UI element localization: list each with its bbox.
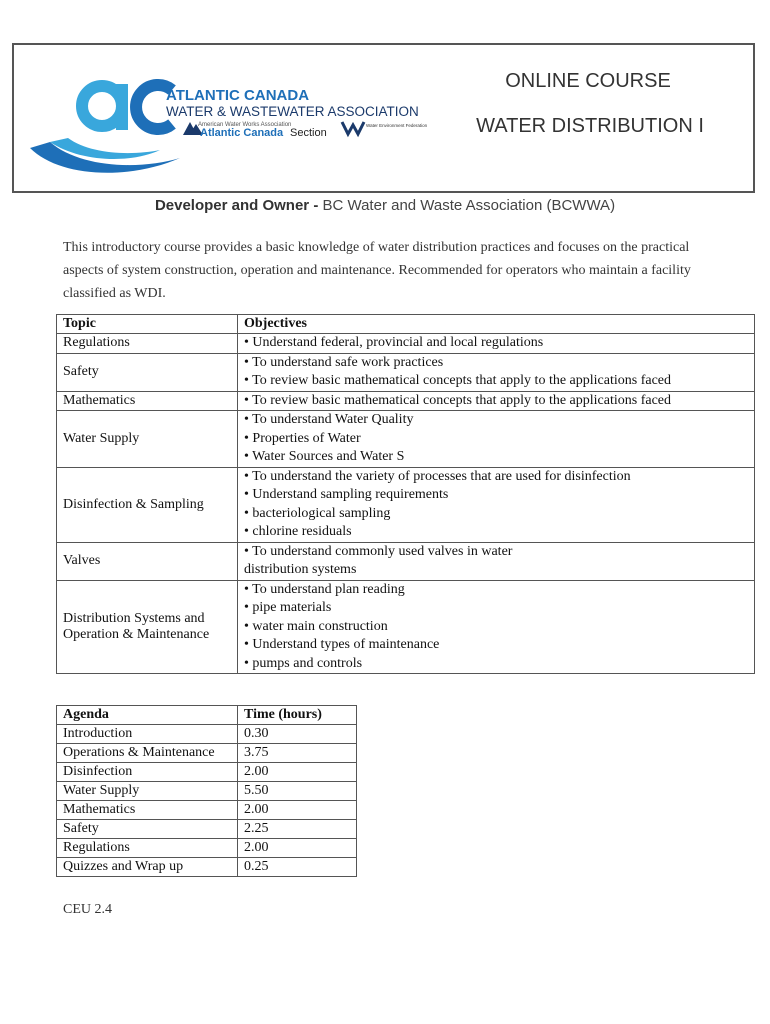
topic-cell: Valves <box>57 542 238 580</box>
agenda-time: 5.50 <box>238 782 357 801</box>
logo-org-line1: ATLANTIC CANADA <box>166 87 310 104</box>
objective-item: • pipe materials <box>244 600 332 615</box>
agenda-body <box>57 725 357 877</box>
topic-header: Topic <box>57 315 238 334</box>
objectives-cell <box>238 542 755 580</box>
logo-org-line2: WATER & WASTEWATER ASSOCIATION <box>166 104 419 119</box>
topics-header-row <box>57 315 755 334</box>
agenda-item: Safety <box>57 820 238 839</box>
objective-item: • To understand Water Quality <box>244 412 414 427</box>
course-type-title: ONLINE COURSE <box>505 70 671 92</box>
objective-item: • chlorine residuals <box>244 524 352 539</box>
agenda-time: 0.25 <box>238 858 357 877</box>
agenda-header-row <box>57 706 357 725</box>
topic-cell: Disinfection & Sampling <box>57 467 238 542</box>
agenda-item: Regulations <box>57 839 238 858</box>
objective-item: • Water Sources and Water S <box>244 449 405 464</box>
topic-cell: Safety <box>57 353 238 391</box>
agenda-time: 2.25 <box>238 820 357 839</box>
agenda-time: 2.00 <box>238 801 357 820</box>
course-name-title: WATER DISTRIBUTION I <box>476 115 704 137</box>
topic-row <box>57 411 755 468</box>
objectives-header: Objectives <box>238 315 755 334</box>
objective-item: distribution systems <box>244 562 357 577</box>
agenda-item: Introduction <box>57 725 238 744</box>
acwwa-logo <box>20 70 428 180</box>
developer-value: BC Water and Waste Association (BCWWA) <box>322 197 616 214</box>
time-header: Time (hours) <box>238 706 357 725</box>
developer-line <box>0 197 770 214</box>
objectives-cell <box>238 467 755 542</box>
objective-item: • To understand safe work practices <box>244 354 444 370</box>
objectives-cell <box>238 580 755 674</box>
logo-a-stem <box>116 84 128 130</box>
objectives-cell <box>238 391 755 411</box>
objective-item: • Understand types of maintenance <box>244 637 440 652</box>
objective-item: • bacteriological sampling <box>244 505 391 521</box>
agenda-row <box>57 782 357 801</box>
topic-row <box>57 353 755 391</box>
agenda-time: 3.75 <box>238 744 357 763</box>
topic-row <box>57 542 755 580</box>
topics-table <box>56 314 755 674</box>
objective-item: • water main construction <box>244 618 388 634</box>
objective-item: • Understand federal, provincial and local regulations <box>244 335 544 350</box>
agenda-time: 2.00 <box>238 839 357 858</box>
logo-section-colored: Atlantic Canada <box>200 127 284 139</box>
agenda-time: 2.00 <box>238 763 357 782</box>
objective-item: • To understand commonly used valves in water <box>244 543 513 559</box>
agenda-row <box>57 725 357 744</box>
topic-cell: Mathematics <box>57 391 238 411</box>
agenda-row <box>57 820 357 839</box>
topics-body <box>57 334 755 674</box>
objectives-cell <box>238 353 755 391</box>
objective-item: • To understand plan reading <box>244 581 405 597</box>
objective-item: • To review basic mathematical concepts that apply to the applications faced <box>244 373 672 388</box>
developer-label: Developer and Owner - <box>154 197 323 214</box>
objectives-cell <box>238 411 755 468</box>
topic-row <box>57 334 755 354</box>
topic-cell: Distribution Systems and Operation & Maintenance <box>57 580 238 674</box>
logo-awwa-line: American Water Works Association <box>198 122 292 128</box>
agenda-row <box>57 763 357 782</box>
agenda-item: Water Supply <box>57 782 238 801</box>
agenda-time: 0.30 <box>238 725 357 744</box>
agenda-row <box>57 801 357 820</box>
objective-item: • pumps and controls <box>244 655 363 671</box>
topic-row <box>57 580 755 674</box>
logo-wef-line: Water Environment Federation <box>366 123 428 128</box>
objective-item: • Properties of Water <box>244 430 361 446</box>
objective-item: • Understand sampling requirements <box>244 487 449 502</box>
agenda-item: Disinfection <box>57 763 238 782</box>
agenda-item: Mathematics <box>57 801 238 820</box>
agenda-table <box>56 705 357 877</box>
agenda-header: Agenda <box>57 706 238 725</box>
topic-row <box>57 467 755 542</box>
topic-cell: Water Supply <box>57 411 238 468</box>
topic-cell: Regulations <box>57 334 238 354</box>
wef-icon <box>342 122 364 134</box>
intro-paragraph: This introductory course provides a basic knowledge of water distribution practices and focuses on the practical aspects of system construction, operation and maintenance. Recommended for operators who maintain a facility classified as WDI. <box>63 240 691 301</box>
objective-item: • To understand the variety of processes that are used for disinfection <box>244 468 631 484</box>
objectives-cell <box>238 334 755 354</box>
objective-item: • To review basic mathematical concepts that apply to the applications faced <box>244 392 672 408</box>
agenda-item: Operations & Maintenance <box>57 744 238 763</box>
agenda-row <box>57 839 357 858</box>
agenda-item: Quizzes and Wrap up <box>57 858 238 877</box>
agenda-row <box>57 858 357 877</box>
agenda-row <box>57 744 357 763</box>
topic-row <box>57 391 755 411</box>
ceu-value: CEU 2.4 <box>63 902 112 917</box>
logo-section-plain: Section <box>290 127 327 139</box>
